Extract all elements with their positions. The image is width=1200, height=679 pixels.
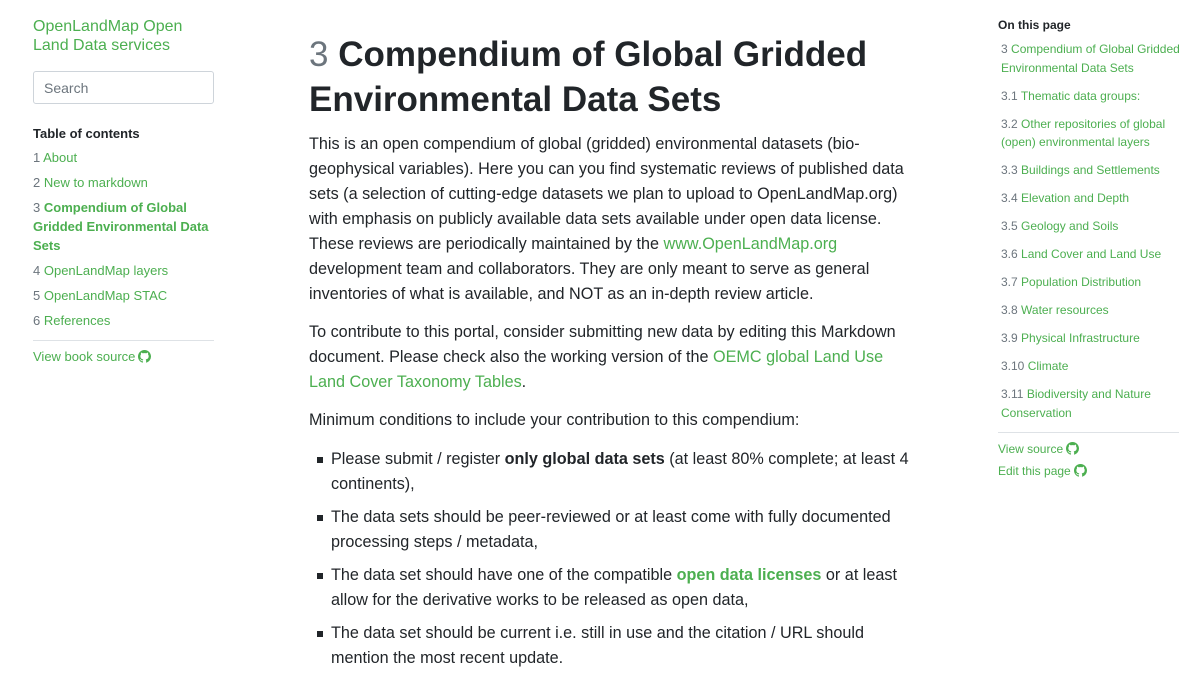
toc-heading: Table of contents <box>33 126 140 141</box>
contribute-text-end: . <box>521 373 527 391</box>
toc-item-compendium <box>33 198 215 255</box>
page-title <box>309 32 909 122</box>
condition-current: The data set should be current i.e. still in use and the citation / URL should mention the most recent update. <box>331 621 909 671</box>
condition-text: (at least 80% complete; at least 4 continents), <box>331 450 909 493</box>
toc-number: 1 <box>33 150 41 165</box>
otp-number: 3 <box>1001 42 1008 56</box>
otp-label: Biodiversity and Nature Conservation <box>1001 387 1151 420</box>
otp-label: Physical Infrastructure <box>1021 331 1140 345</box>
right-divider <box>998 432 1179 433</box>
toc-item-about <box>33 148 215 167</box>
on-this-page-heading: On this page <box>998 18 1071 32</box>
github-icon <box>1074 464 1087 477</box>
otp-number: 3.1 <box>1001 88 1018 103</box>
condition-text: The data set should have one of the compatible <box>331 566 677 584</box>
contribute-paragraph <box>309 320 909 395</box>
condition-license <box>331 563 909 613</box>
left-sidebar <box>33 0 215 366</box>
on-this-page-sidebar <box>998 0 1180 478</box>
otp-label: Elevation and Depth <box>1021 191 1130 205</box>
toc-item-references <box>33 311 215 330</box>
otp-item[interactable] <box>1001 40 1180 77</box>
intro-text-end: development team and collaborators. They are only meant to serve as general inventories of what is available, and NOT as an in-depth review article. <box>309 260 870 303</box>
edit-page-link[interactable] <box>998 464 1180 478</box>
toc-link-new-to-markdown[interactable]: New to markdown <box>43 175 148 190</box>
toc-link-references[interactable]: References <box>43 313 111 328</box>
toc-list <box>33 148 215 330</box>
condition-text: Please submit / register <box>331 450 505 468</box>
site-title-link[interactable]: OpenLandMap Open Land Data services <box>33 18 183 54</box>
open-data-licenses-link[interactable]: open data licenses <box>676 566 822 584</box>
toc-number: 2 <box>33 175 41 190</box>
otp-label: Climate <box>1027 359 1069 373</box>
intro-paragraph <box>309 132 909 307</box>
otp-label: Thematic data groups: <box>1020 88 1141 103</box>
otp-label: Population Distribution <box>1021 275 1142 289</box>
otp-number: 3.11 <box>1001 387 1024 401</box>
toc-number: 4 <box>33 263 41 278</box>
otp-label: Geology and Soils <box>1021 219 1119 233</box>
condition-bold: only global data sets <box>504 450 665 468</box>
oemc-taxonomy-link[interactable]: OEMC global Land Use Land Cover Taxonomy Tables <box>309 348 884 391</box>
view-book-source-label: View book source <box>33 349 136 364</box>
otp-label: Land Cover and Land Use <box>1021 247 1162 261</box>
view-source-label: View source <box>998 441 1064 456</box>
otp-label: Water resources <box>1021 303 1109 317</box>
intro-text: This is an open compendium of global (gridded) environmental datasets (bio-geophysical variables). Here you can you find systematic reviews of published data sets (a selection of cutting-edge datasets we plan to upload to OpenLandMap.org) with emphasis on publicly available data sets available under open data license. These reviews are periodically maintained by the <box>309 135 904 253</box>
otp-item[interactable] <box>1001 87 1180 106</box>
on-this-page-list <box>998 40 1180 422</box>
condition-peer-reviewed: The data sets should be peer-reviewed or at least come with fully documented processing steps / metadata, <box>331 505 909 555</box>
sidebar-divider <box>33 340 214 341</box>
conditions-intro: Minimum conditions to include your contribution to this compendium: <box>309 411 800 429</box>
condition-global <box>331 447 909 497</box>
main-content <box>309 0 909 679</box>
edit-page-label: Edit this page <box>998 463 1071 478</box>
toc-number: 5 <box>33 288 41 303</box>
otp-item[interactable] <box>1001 357 1180 376</box>
otp-number: 3.9 <box>1001 331 1018 345</box>
toc-item-openlandmap-layers <box>33 261 215 280</box>
otp-item[interactable] <box>1001 273 1180 292</box>
toc-link-about[interactable]: About <box>43 150 78 165</box>
chapter-number: 3 <box>309 35 329 74</box>
openlandmap-link[interactable]: www.OpenLandMap.org <box>663 235 838 253</box>
toc-item-new-to-markdown <box>33 173 215 192</box>
search-input[interactable] <box>33 71 214 104</box>
otp-item[interactable] <box>1001 301 1180 320</box>
github-icon <box>1066 442 1079 455</box>
toc-number: 3 <box>33 200 41 215</box>
otp-number: 3.7 <box>1001 275 1018 289</box>
condition-text: or at least allow for the derivative works to be released as open data, <box>331 566 898 609</box>
otp-item[interactable] <box>1001 385 1180 422</box>
otp-item[interactable] <box>1001 329 1180 348</box>
otp-item[interactable] <box>1001 189 1180 208</box>
chapter-title: Compendium of Global Gridded Environmental Data Sets <box>309 35 868 119</box>
otp-number: 3.4 <box>1001 191 1018 205</box>
toc-item-openlandmap-stac <box>33 286 215 305</box>
conditions-list <box>309 447 909 671</box>
contribute-text: To contribute to this portal, consider submitting new data by editing this Markdown document. Please check also the working version of the <box>309 323 896 366</box>
github-icon <box>138 350 151 363</box>
view-book-source-link[interactable] <box>33 349 151 364</box>
otp-label: Other repositories of global (open) environmental layers <box>1001 116 1166 149</box>
otp-number: 3.10 <box>1001 359 1025 373</box>
toc-link-openlandmap-stac[interactable]: OpenLandMap STAC <box>43 288 168 303</box>
otp-number: 3.2 <box>1001 116 1018 131</box>
otp-number: 3.3 <box>1001 163 1018 177</box>
otp-number: 3.5 <box>1001 219 1018 233</box>
otp-item[interactable] <box>1001 115 1180 152</box>
otp-item[interactable] <box>1001 245 1180 264</box>
otp-label: Buildings and Settlements <box>1021 163 1160 177</box>
otp-number: 3.6 <box>1001 247 1018 261</box>
otp-item[interactable] <box>1001 161 1180 180</box>
toc-link-compendium[interactable]: Compendium of Global Gridded Environmental Data Sets <box>33 200 209 253</box>
otp-label: Compendium of Global Gridded Environmental Data Sets <box>1001 42 1180 75</box>
view-source-link[interactable] <box>998 442 1180 456</box>
otp-number: 3.8 <box>1001 303 1018 317</box>
toc-number: 6 <box>33 313 41 328</box>
toc-link-openlandmap-layers[interactable]: OpenLandMap layers <box>43 263 169 278</box>
otp-item[interactable] <box>1001 217 1180 236</box>
